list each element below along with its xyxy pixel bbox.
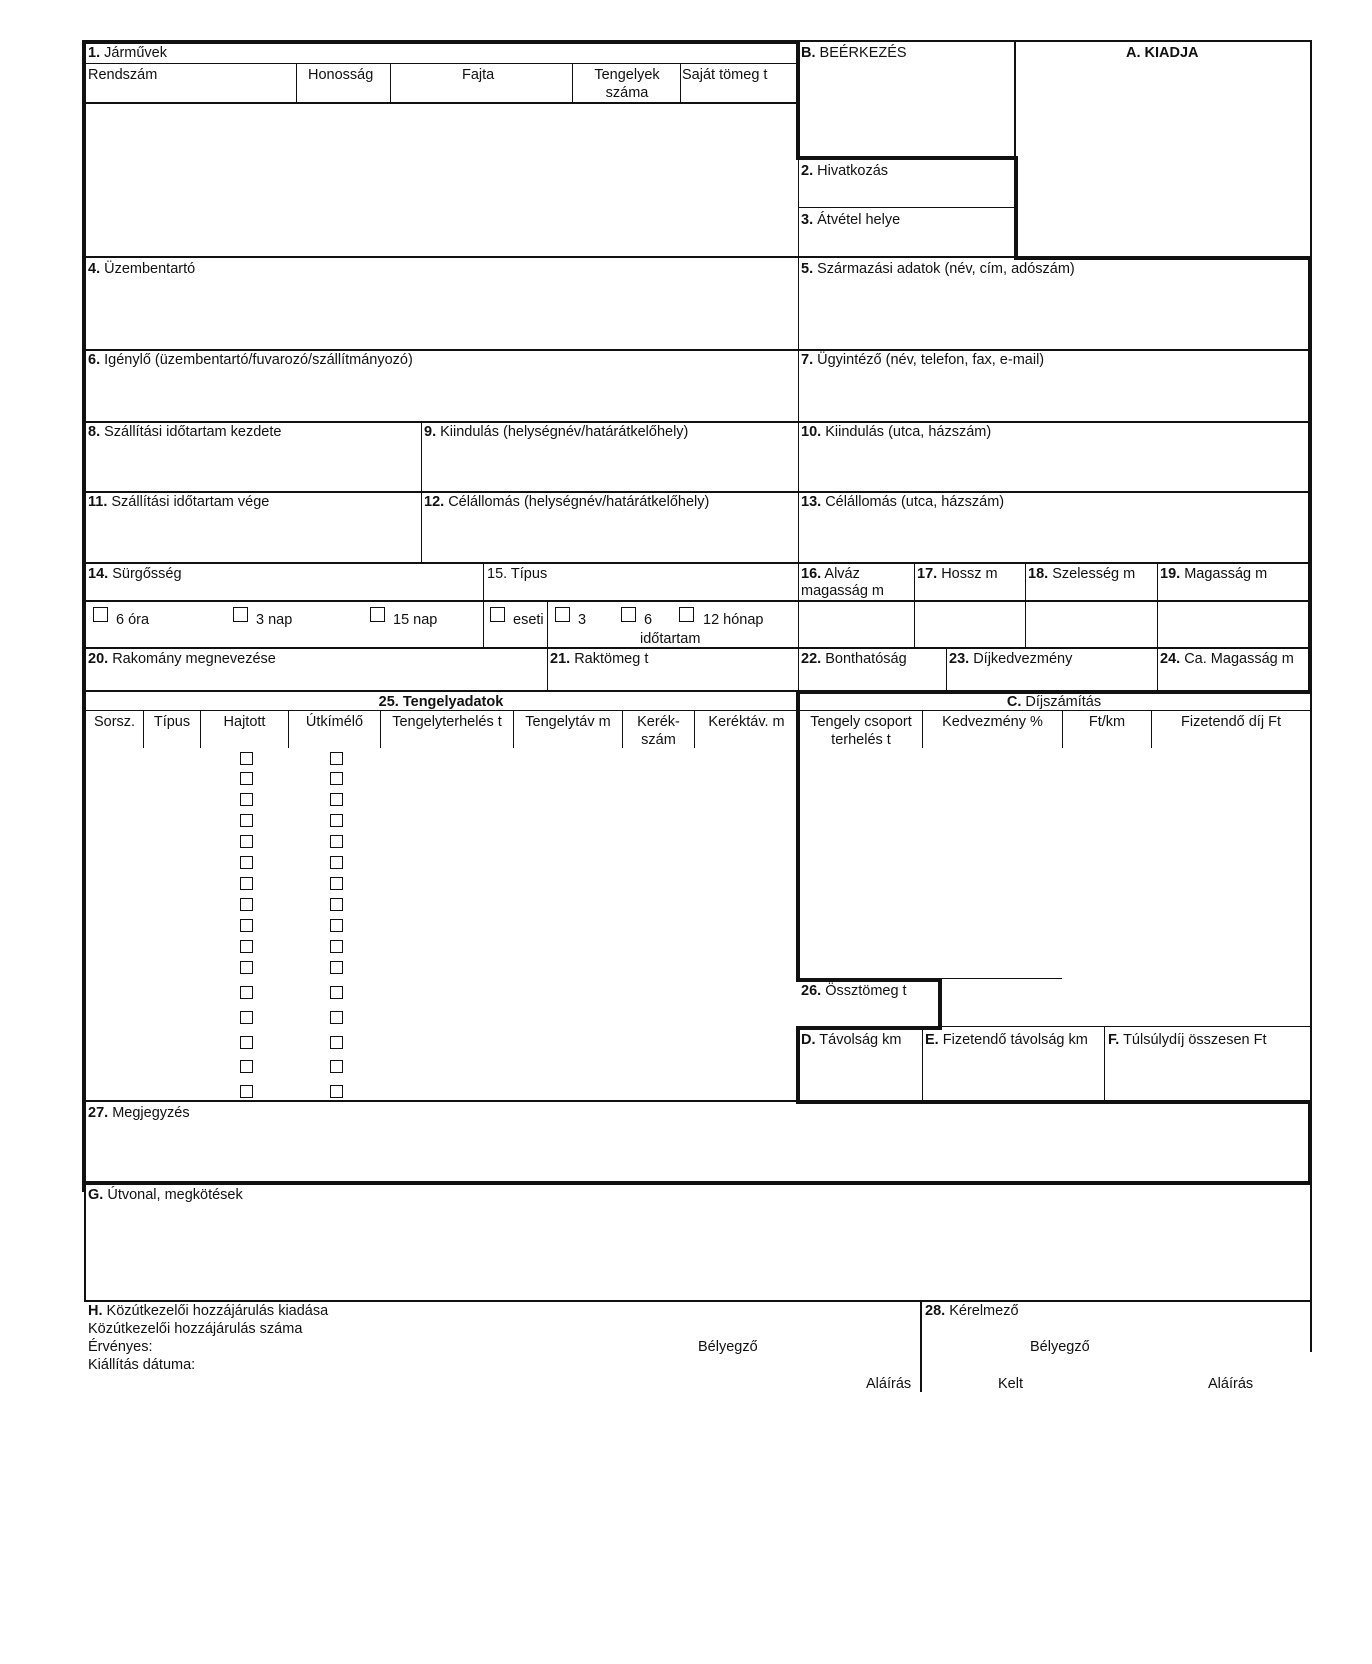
- label-6-ora: 6 óra: [116, 612, 150, 628]
- col-honossag: Honosság: [308, 67, 374, 83]
- field-28-label: 28. Kérelmező: [925, 1303, 1019, 1319]
- field-b-area[interactable]: [800, 64, 1012, 154]
- field-16-label: 16. Alváz: [801, 566, 860, 582]
- field-10-label: 10. Kiindulás (utca, házszám): [801, 424, 992, 440]
- col-ft-km: Ft/km: [1088, 714, 1126, 730]
- field-4-label: 4. Üzembentartó: [88, 261, 196, 277]
- section-c-title: C. Díjszámítás: [1006, 694, 1102, 710]
- field-12-label: 12. Célállomás (helységnév/határátkelőhely): [424, 494, 710, 510]
- checkbox-3-nap[interactable]: [233, 607, 248, 622]
- field-h-ervenyes: Érvényes:: [88, 1339, 153, 1355]
- checkbox-hajtott-7[interactable]: [240, 877, 253, 890]
- checkbox-6-ora[interactable]: [93, 607, 108, 622]
- col-sajat-tomeg: Saját tömeg t: [682, 67, 768, 83]
- checkbox-hajtott-6[interactable]: [240, 856, 253, 869]
- label-3: 3: [578, 612, 587, 628]
- field-h-kiallitas: Kiállítás dátuma:: [88, 1357, 196, 1373]
- field-h-label: H. Közútkezelői hozzájárulás kiadása: [88, 1303, 329, 1319]
- col-hajtott: Hajtott: [223, 714, 266, 730]
- col-rendszam: Rendszám: [88, 67, 158, 83]
- checkbox-hajtott-8[interactable]: [240, 898, 253, 911]
- checkbox-hajtott-4[interactable]: [240, 814, 253, 827]
- field-h-stamp: Bélyegző: [698, 1339, 758, 1355]
- col-utkimelo: Útkímélő: [305, 714, 364, 730]
- field-1-label: 1. Járművek: [88, 45, 167, 61]
- field-22-label: 22. Bonthatóság: [801, 651, 907, 667]
- checkbox-hajtott-16[interactable]: [240, 1085, 253, 1098]
- section-25-title: 25. Tengelyadatok: [378, 694, 504, 710]
- checkbox-utkimelo-4[interactable]: [330, 814, 343, 827]
- field-f-label: F. Túlsúlydíj összesen Ft: [1108, 1032, 1267, 1048]
- field-15-label: 15. Típus: [487, 566, 548, 582]
- checkbox-utkimelo-16[interactable]: [330, 1085, 343, 1098]
- label-12-honap: 12 hónap: [703, 612, 764, 628]
- col-kedvezmeny: Kedvezmény %: [942, 714, 1043, 730]
- label-15-nap: 15 nap: [393, 612, 438, 628]
- field-28-sign: Aláírás: [1208, 1376, 1254, 1392]
- checkbox-hajtott-9[interactable]: [240, 919, 253, 932]
- field-a-label: A. KIADJA: [1126, 45, 1199, 61]
- checkbox-utkimelo-2[interactable]: [330, 772, 343, 785]
- field-27-label: 27. Megjegyzés: [88, 1105, 190, 1121]
- checkbox-6-honap[interactable]: [621, 607, 636, 622]
- col-sorsz: Sorsz.: [93, 714, 136, 730]
- label-6: 6: [644, 612, 653, 628]
- field-11-label: 11. Szállítási időtartam vége: [88, 494, 270, 510]
- field-20-label: 20. Rakomány megnevezése: [88, 651, 276, 667]
- checkbox-hajtott-12[interactable]: [240, 986, 253, 999]
- col-fajta: Fajta: [462, 67, 495, 83]
- checkbox-hajtott-2[interactable]: [240, 772, 253, 785]
- field-28-stamp: Bélyegző: [1030, 1339, 1090, 1355]
- field-8-label: 8. Szállítási időtartam kezdete: [88, 424, 282, 440]
- field-16-label-2: magasság m: [801, 583, 885, 599]
- col-terheles: terhelés t: [831, 732, 891, 748]
- field-b-label: B. BEÉRKEZÉS: [801, 45, 907, 61]
- field-6-label: 6. Igénylő (üzembentartó/fuvarozó/szállítmányozó): [88, 352, 413, 368]
- checkbox-utkimelo-5[interactable]: [330, 835, 343, 848]
- field-21-label: 21. Raktömeg t: [550, 651, 649, 667]
- checkbox-12-honap[interactable]: [679, 607, 694, 622]
- checkbox-hajtott-1[interactable]: [240, 752, 253, 765]
- field-17-label: 17. Hossz m: [917, 566, 998, 582]
- field-g-label: G. Útvonal, megkötések: [88, 1187, 243, 1203]
- checkbox-utkimelo-15[interactable]: [330, 1060, 343, 1073]
- checkbox-utkimelo-7[interactable]: [330, 877, 343, 890]
- col-tengelyterheles: Tengelyterhelés t: [392, 714, 502, 730]
- field-h-line2: Közútkezelői hozzájárulás száma: [88, 1321, 303, 1337]
- field-a-area[interactable]: [1018, 64, 1308, 254]
- label-idotartam: időtartam: [640, 631, 701, 647]
- checkbox-utkimelo-12[interactable]: [330, 986, 343, 999]
- col-tengelyek: Tengelyek: [594, 67, 660, 83]
- checkbox-15-nap[interactable]: [370, 607, 385, 622]
- field-24-label: 24. Ca. Magasság m: [1160, 651, 1294, 667]
- checkbox-hajtott-14[interactable]: [240, 1036, 253, 1049]
- col-tipus: Típus: [153, 714, 191, 730]
- field-e-label: E. Fizetendő távolság km: [925, 1032, 1088, 1048]
- field-7-label: 7. Ügyintéző (név, telefon, fax, e-mail): [801, 352, 1045, 368]
- checkbox-utkimelo-8[interactable]: [330, 898, 343, 911]
- checkbox-hajtott-15[interactable]: [240, 1060, 253, 1073]
- checkbox-utkimelo-13[interactable]: [330, 1011, 343, 1024]
- col-tengelyek-szama: száma: [605, 85, 649, 101]
- checkbox-hajtott-11[interactable]: [240, 961, 253, 974]
- field-23-label: 23. Díjkedvezmény: [949, 651, 1073, 667]
- field-19-label: 19. Magasság m: [1160, 566, 1268, 582]
- field-5-label: 5. Származási adatok (név, cím, adószám): [801, 261, 1075, 277]
- col-fizetendo-dij: Fizetendő díj Ft: [1181, 714, 1281, 730]
- checkbox-utkimelo-6[interactable]: [330, 856, 343, 869]
- checkbox-eseti[interactable]: [490, 607, 505, 622]
- field-18-label: 18. Szelesség m: [1028, 566, 1136, 582]
- checkbox-utkimelo-10[interactable]: [330, 940, 343, 953]
- label-eseti: eseti: [513, 612, 544, 628]
- checkbox-utkimelo-9[interactable]: [330, 919, 343, 932]
- checkbox-utkimelo-3[interactable]: [330, 793, 343, 806]
- field-h-sign: Aláírás: [866, 1376, 912, 1392]
- col-kerek: Kerék-: [637, 714, 680, 730]
- col-kerek-szam: szám: [641, 732, 676, 748]
- col-kerektav: Keréktáv. m: [708, 714, 785, 730]
- label-3-nap: 3 nap: [256, 612, 293, 628]
- field-9-label: 9. Kiindulás (helységnév/határátkelőhely): [424, 424, 689, 440]
- field-2-label: 2. Hivatkozás: [801, 163, 889, 179]
- field-27-area[interactable]: [86, 1124, 1306, 1180]
- field-28-date: Kelt: [998, 1376, 1023, 1392]
- checkbox-utkimelo-14[interactable]: [330, 1036, 343, 1049]
- checkbox-utkimelo-11[interactable]: [330, 961, 343, 974]
- checkbox-hajtott-13[interactable]: [240, 1011, 253, 1024]
- checkbox-utkimelo-1[interactable]: [330, 752, 343, 765]
- field-13-label: 13. Célállomás (utca, házszám): [801, 494, 1005, 510]
- field-14-label: 14. Sürgősség: [88, 566, 182, 582]
- checkbox-hajtott-10[interactable]: [240, 940, 253, 953]
- checkbox-3-honap[interactable]: [555, 607, 570, 622]
- checkbox-hajtott-5[interactable]: [240, 835, 253, 848]
- field-g-area[interactable]: [86, 1206, 1308, 1298]
- field-3-label: 3. Átvétel helye: [801, 212, 901, 228]
- vehicle-data-area[interactable]: [86, 104, 796, 254]
- field-d-label: D. Távolság km: [801, 1032, 902, 1048]
- field-26-label: 26. Össztömeg t: [801, 983, 907, 999]
- checkbox-hajtott-3[interactable]: [240, 793, 253, 806]
- col-tengelytav: Tengelytáv m: [525, 714, 611, 730]
- col-tengely-csoport: Tengely csoport: [810, 714, 912, 730]
